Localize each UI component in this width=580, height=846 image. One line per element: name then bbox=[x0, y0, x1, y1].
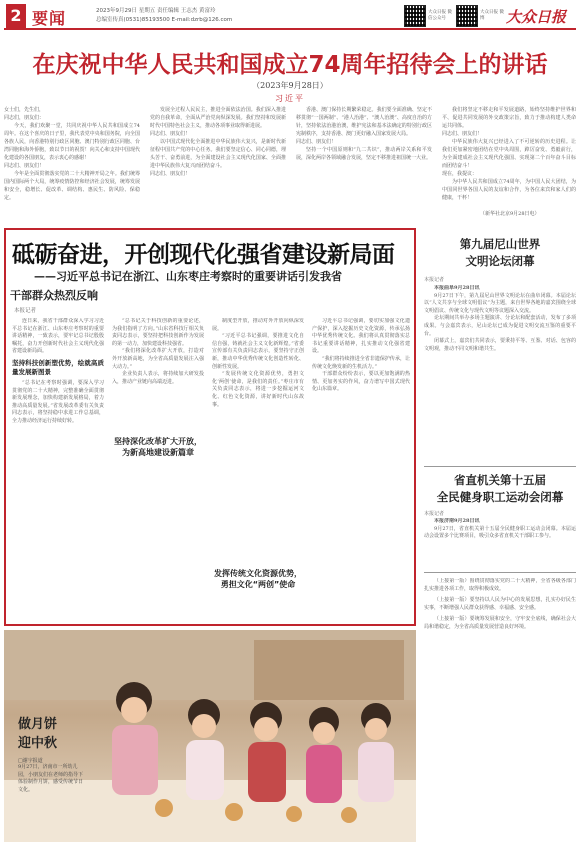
para: 今天，我们欢聚一堂，共同庆祝中华人民共和国成立74周年。在这个喜庆的日子里，我代表党中央和国务院，向全国各族人民，向香港特别行政区同胞、澳门特别行政区同胞、台湾同胞和海外侨胞，致以节日的祝贺！向关心和支持中国现代化建设的各国朋友，表示衷心的感谢！ bbox=[4, 123, 140, 161]
qr-label-2: 大众日报 微博 bbox=[480, 10, 504, 21]
para: 制度型开放，推动对外开放向纵深发展。 bbox=[212, 318, 304, 332]
right-story-2-title-line2: 全民健身职工运动会闭幕 bbox=[436, 490, 564, 504]
right-story-1-title-line1: 第九届尼山世界 bbox=[459, 237, 541, 251]
para: “习近平总书记强调，要推进文化自信自强，铸就社会主义文化新辉煌。”省委宣传部有关负责同志表示，要坚持守正创新，推动中华优秀传统文化创造性转化、创新性发展。 bbox=[212, 333, 304, 370]
main-source: （新华社北京9月28日电） bbox=[480, 211, 540, 217]
divider bbox=[424, 572, 576, 573]
right-story-2-title bbox=[424, 472, 576, 506]
para: 香港、澳门保持长期繁荣稳定。我们要全面准确、坚定不移贯彻“一国两制”、“港人治港”、“澳人治澳”、高度自治的方针，坚持依法治港治澳，维护宪法和基本法确定的特别行政区宪制秩序，支持香港、澳门更好融入国家发展大局。 bbox=[296, 107, 432, 137]
right-story-1-title bbox=[424, 236, 576, 270]
main-col-3 bbox=[296, 106, 432, 221]
photo-title-line2: 迎中秋 bbox=[18, 736, 58, 751]
para: “总书记在考察时强调，要深入学习贯彻党的二十大精神，完整准确全面贯彻新发展理念，加快构建新发展格局，着力推动高质量发展。”省发展改革委有关负责同志表示，将坚持稳中求进工作总基调，全力推动经济运行持续好转。 bbox=[12, 379, 104, 424]
main-article-body bbox=[4, 106, 576, 221]
para: 9月27日，省直机关第十五届全民健身职工运动会闭幕。本届运动会设置多个比赛项目，吸引众多省直机关干部职工参与。 bbox=[424, 525, 576, 540]
brief: （上接第一版）围绕贯彻落实党的二十大精神，全省各级各部门扎实推进各项工作，取得积极成效。 bbox=[424, 578, 576, 592]
para: 同志们、朋友们！ bbox=[4, 163, 45, 169]
page-number: 2 bbox=[6, 4, 26, 28]
para: 连日来，我省干部群众深入学习习近平总书记在浙江、山东枣庄考察时的重要讲话精神，一致表示，要牢记总书记殷殷嘱托，奋力开创新时代社会主义现代化强省建设新局面。 bbox=[12, 318, 104, 355]
para: 论坛期间共举办多场主题演讲、分论坛和配套活动，发布了多项成果。与会嘉宾表示，尼山论坛已成为促进文明交流互鉴的重要平台。 bbox=[424, 315, 576, 337]
feature-subtitle: ——习近平总书记在浙江、山东枣庄考察时的重要讲话引发我省 bbox=[34, 270, 342, 283]
para: 今年是全面贯彻落实党的二十大精神开局之年。我们统筹国内国际两个大局，统筹疫情防控和经济社会发展，统筹发展和安全，稳增长、促改革、调结构、惠民生、防风险、保稳定。 bbox=[4, 171, 140, 201]
para: 同志们、朋友们！ bbox=[296, 139, 337, 145]
feature-byline: 本报记者 bbox=[14, 308, 37, 314]
para: 企业负责人表示，将持续加大研发投入，推动产业链向高端迈进。 bbox=[112, 371, 204, 385]
para: “我们将深化改革扩大开放，打造对外开放新高地，为全省高质量发展注入强大动力。” bbox=[112, 348, 204, 370]
right-story-2-byline: 本报记者 bbox=[424, 511, 445, 517]
main-author: 习近平 bbox=[275, 94, 305, 103]
para: 闭幕式上，嘉宾们共同表示，要秉持平等、互鉴、对话、包容的文明观，推动不同文明和谐共生。 bbox=[424, 338, 576, 352]
photo-title-line1: 做月饼 bbox=[18, 717, 58, 732]
section-name: 要闻 bbox=[32, 9, 67, 28]
right-story-1-title-line2: 文明论坛闭幕 bbox=[465, 254, 535, 268]
para: 我们将坚定不移走和平发展道路，始终坚持维护世界和平、促进共同发展的外交政策宗旨，致力于推动构建人类命运共同体。 bbox=[442, 107, 576, 129]
main-col-1 bbox=[4, 106, 140, 221]
qr-label-1: 大众日报 微信公众号 bbox=[428, 10, 452, 21]
divider bbox=[424, 466, 576, 467]
feature-col-4 bbox=[312, 318, 410, 618]
header-meta-line2: 总编室传真(0531)85193500 E-mail:dzrb@126.com bbox=[96, 17, 233, 23]
photo-credit: □谢宇报道 bbox=[18, 758, 43, 764]
right-story-2-body bbox=[424, 518, 576, 568]
qr-code-icon bbox=[404, 5, 426, 27]
para: “我们将持续推进全省非遗保护传承，让传统文化焕发新的生机活力。” bbox=[312, 355, 410, 370]
para: “总书记关于科技创新的重要论述，为我们指明了方向。”山东省科技厅相关负责同志表示，要坚持把科技创新作为发展的第一动力，加快建设科技强省。 bbox=[112, 318, 204, 347]
feature-subtitle-2: 干部群众热烈反响 bbox=[10, 289, 98, 302]
feature-title: 砥砺奋进，开创现代化强省建设新局面 bbox=[12, 242, 395, 268]
feature-subhead-3: 发挥传统文化资源优势，勇担文化“两创”使命 bbox=[214, 569, 302, 589]
para: 同志们、朋友们！ bbox=[150, 171, 191, 177]
right-story-1-byline: 本报记者 bbox=[424, 277, 445, 283]
lead: 本报曲阜9月28日讯 bbox=[434, 285, 480, 291]
brand-logo: 大众日报 bbox=[505, 8, 566, 26]
header-meta-line1: 2023年9月29日 星期五 责任编辑 王志杰 黄富玲 bbox=[96, 8, 216, 14]
right-briefs bbox=[424, 578, 576, 840]
photo-caption bbox=[18, 715, 84, 794]
para: “发展传统文化资源优势，勇担文化‘两创’使命，是我们的责任。”枣庄市有关负责同志表示，将进一步挖掘运河文化、红色文化资源，讲好新时代山东故事。 bbox=[212, 371, 304, 408]
qr-code-icon bbox=[456, 5, 478, 27]
main-col-2 bbox=[150, 106, 286, 221]
para: 中华民族伟大复兴已经进入了不可逆转的历史进程。让我们更加紧密地团结在党中央周围，踔厉奋发、勇毅前行，为全面建成社会主义现代化强国、实现第二个百年奋斗目标而团结奋斗！ bbox=[442, 139, 576, 169]
para: 干部群众纷纷表示，要以更加饱满的热情、更加务实的作风，奋力谱写中国式现代化山东篇章。 bbox=[312, 371, 410, 393]
para: 发展全过程人民民主，推进全面依法治国。我们深入推进党的自我革命，全面从严治党向纵深发展。我们坚持和发展新时代中国特色社会主义，推动各项事业取得新进展。 bbox=[150, 107, 286, 129]
feature-subhead-1: 坚持科技创新塑优势，绘就高质量发展新图景 bbox=[12, 358, 104, 376]
para: 以中国式现代化全面推进中华民族伟大复兴，是新时代新征程中国共产党的中心任务。我们要坚定信心、同心同德，埋头苦干、奋勇前进，为全面建设社会主义现代化国家、全面推进中华民族伟大复兴而团结奋斗。 bbox=[150, 139, 286, 169]
para: 9月27日下午，第九届尼山世界文明论坛在曲阜闭幕。本届论坛以“人文共享与全球文明倡议”为主题，来自世界各地的嘉宾围绕全球文明倡议、传统文化与现代文明等议题深入交流。 bbox=[424, 292, 576, 314]
feature-body bbox=[12, 318, 412, 618]
brief: （上接第一版）要统筹发展和安全，守牢安全底线，确保社会大局和谐稳定，为全省高质量发展营造良好环境。 bbox=[424, 616, 576, 630]
para: 女士们，先生们， bbox=[4, 107, 45, 113]
para: 同志们，朋友们： bbox=[4, 115, 45, 121]
main-headline: 在庆祝中华人民共和国成立74周年招待会上的讲话 bbox=[32, 52, 548, 78]
para: 同志们、朋友们！ bbox=[442, 131, 483, 137]
right-story-2-title-line1: 省直机关第十五届 bbox=[454, 473, 546, 487]
lead: 本报济南9月28日讯 bbox=[434, 518, 480, 524]
feature-col-1 bbox=[12, 318, 104, 618]
feature-article bbox=[4, 228, 416, 626]
feature-subhead-2: 坚持深化改革扩大开放，为新高地建设新篇章 bbox=[114, 437, 202, 457]
para: 为中华人民共和国成立74周年，为中国人民大团结，为中国同世界各国人民的友谊和合作，为各位来宾和家人们的健康，干杯！ bbox=[442, 179, 576, 201]
header-meta bbox=[96, 7, 232, 25]
feature-col-2 bbox=[112, 318, 204, 618]
main-col-4 bbox=[442, 106, 576, 221]
para: 坚持一个中国原则和“九二共识”，推动两岸关系和平发展，深化两岸各领域融合发展，坚定不移推进祖国统一大业。 bbox=[296, 147, 432, 161]
para: 习近平总书记强调，要切实加强文化遗产保护，深入挖掘历史文化资源，传承弘扬中华优秀传统文化。我们将认真贯彻落实总书记重要讲话精神，扎实推动文化强省建设。 bbox=[312, 318, 410, 355]
page-header bbox=[4, 4, 576, 30]
right-story-1-body bbox=[424, 285, 576, 460]
para: 同志们、朋友们！ bbox=[150, 131, 191, 137]
brief: （上接第一版）要坚持以人民为中心的发展思想，扎实办好民生实事，不断增强人民群众获得感、幸福感、安全感。 bbox=[424, 597, 576, 611]
main-date: （2023年9月28日） bbox=[252, 81, 328, 90]
para: 现在，我提议： bbox=[442, 171, 478, 177]
photo-description: 9月27日，济南市一所幼儿园，小朋友们在老师的指导下体验制作月饼，感受传统节日文化。 bbox=[18, 764, 84, 793]
